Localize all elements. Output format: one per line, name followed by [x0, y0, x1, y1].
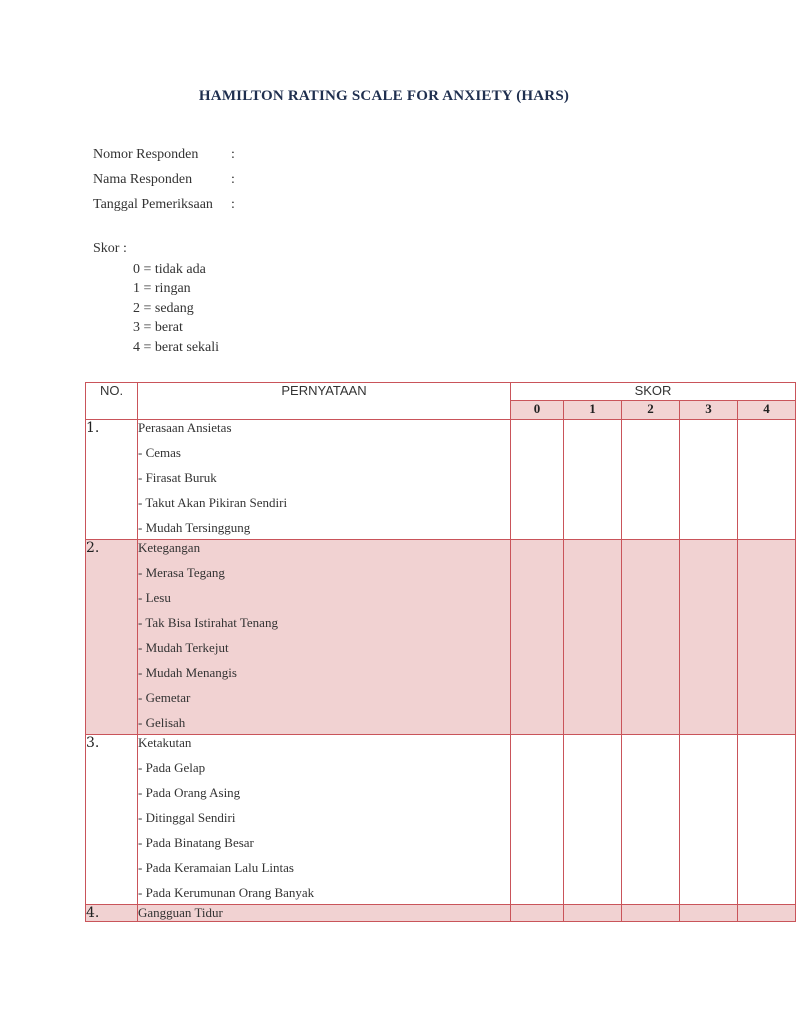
score-cell-4[interactable]	[738, 420, 796, 540]
legend-item: 3 = berat	[133, 320, 183, 336]
row-number: 3.	[86, 735, 138, 905]
row-statement	[138, 735, 511, 905]
score-cell-4[interactable]	[738, 735, 796, 905]
legend-item: 2 = sedang	[133, 300, 194, 316]
statement-item: - Tak Bisa Istirahat Tenang	[138, 615, 278, 630]
score-cell-4[interactable]	[738, 540, 796, 735]
score-legend	[133, 260, 219, 357]
row-statement	[138, 540, 511, 735]
info-row-nomor	[93, 147, 235, 163]
score-cell-1[interactable]	[564, 905, 622, 922]
table-row	[86, 905, 796, 922]
info-row-nama	[93, 172, 235, 188]
info-row-tanggal	[93, 197, 235, 213]
statement-item: - Pada Keramaian Lalu Lintas	[138, 860, 294, 875]
legend-item: 0 = tidak ada	[133, 262, 206, 277]
statement-item: - Gelisah	[138, 715, 186, 730]
statement-item: - Pada Kerumunan Orang Banyak	[138, 885, 315, 900]
info-colon: :	[231, 147, 235, 162]
score-cell-3[interactable]	[680, 905, 738, 922]
score-cell-0[interactable]	[511, 540, 564, 735]
statement-item: - Cemas	[138, 445, 181, 460]
row-statement	[138, 420, 511, 540]
score-cell-0[interactable]	[511, 905, 564, 922]
statement-item: - Pada Gelap	[138, 760, 206, 775]
info-label: Nama Responden	[93, 172, 193, 187]
header-score: SKOR	[511, 383, 796, 401]
score-cell-3[interactable]	[680, 735, 738, 905]
legend-item: 4 = berat sekali	[133, 339, 220, 355]
score-cell-3[interactable]	[680, 540, 738, 735]
score-cell-1[interactable]	[564, 420, 622, 540]
info-label: Nomor Responden	[93, 147, 199, 162]
score-cell-4[interactable]	[738, 905, 796, 922]
row-number: 2.	[86, 540, 138, 735]
statement-title: Perasaan Ansietas	[138, 420, 232, 435]
info-colon: :	[231, 197, 235, 212]
table-row	[86, 735, 796, 905]
statement-item: - Mudah Terkejut	[138, 640, 229, 655]
score-col-2: 2	[622, 401, 680, 420]
score-cell-2[interactable]	[622, 735, 680, 905]
statement-item: - Merasa Tegang	[138, 565, 225, 580]
statement-item: - Gemetar	[138, 690, 191, 705]
statement-item: - Mudah Menangis	[138, 665, 237, 680]
score-cell-2[interactable]	[622, 420, 680, 540]
score-col-0: 0	[511, 401, 564, 420]
page-title: HAMILTON RATING SCALE FOR ANXIETY (HARS)	[198, 88, 570, 104]
hars-table	[85, 382, 796, 922]
score-cell-2[interactable]	[622, 905, 680, 922]
row-number: 1.	[86, 420, 138, 540]
header-no: NO.	[86, 383, 138, 420]
header-statement: PERNYATAAN	[138, 383, 511, 420]
score-legend-heading: Skor :	[93, 241, 127, 256]
score-cell-3[interactable]	[680, 420, 738, 540]
statement-title: Ketakutan	[138, 735, 192, 750]
statement-title: Gangguan Tidur	[138, 905, 223, 920]
statement-item: - Firasat Buruk	[138, 470, 217, 485]
statement-title: Ketegangan	[138, 540, 201, 555]
score-col-3: 3	[680, 401, 738, 420]
statement-item: - Mudah Tersinggung	[138, 520, 251, 535]
statement-item: - Pada Binatang Besar	[138, 835, 254, 850]
statement-item: - Pada Orang Asing	[138, 785, 241, 800]
legend-item: 1 = ringan	[133, 281, 191, 297]
info-colon: :	[231, 172, 235, 187]
table-row	[86, 420, 796, 540]
score-cell-0[interactable]	[511, 735, 564, 905]
statement-item: - Takut Akan Pikiran Sendiri	[138, 495, 288, 510]
score-col-1: 1	[564, 401, 622, 420]
score-cell-2[interactable]	[622, 540, 680, 735]
table-row	[86, 540, 796, 735]
score-cell-1[interactable]	[564, 540, 622, 735]
statement-item: - Lesu	[138, 590, 171, 605]
info-label: Tanggal Pemeriksaan	[93, 197, 213, 212]
score-cell-1[interactable]	[564, 735, 622, 905]
row-number: 4.	[86, 905, 138, 922]
score-cell-0[interactable]	[511, 420, 564, 540]
row-statement	[138, 905, 511, 922]
statement-item: - Ditinggal Sendiri	[138, 810, 236, 825]
score-col-4: 4	[738, 401, 796, 420]
